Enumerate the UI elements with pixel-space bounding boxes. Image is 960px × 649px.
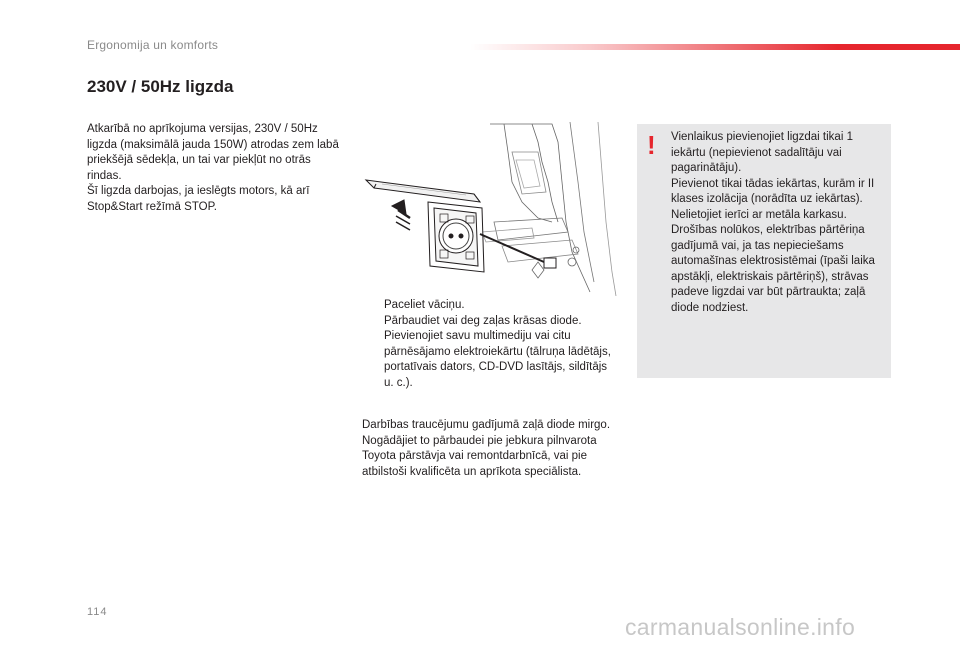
troubleshooting-paragraph: Darbības traucējumu gadījumā zaļā diode mirgo. xyxy=(362,419,611,431)
header-accent-line xyxy=(470,44,960,50)
intro-paragraph: Atkarībā no aprīkojuma versijas, 230V / 50Hz ligzda (maksimālā jauda 150W) atrodas zem labā priekšējā sēdekļa, un tai var piekļūt no otrās rindas. xyxy=(87,123,339,182)
page-title: 230V / 50Hz ligzda xyxy=(87,77,234,96)
warning-box xyxy=(637,124,891,378)
intro-paragraph: Šī ligzda darbojas, ja ieslēgts motors, kā arī Stop&Start režīmā STOP. xyxy=(87,185,310,213)
warning-paragraph: Nelietojiet ierīci ar metāla karkasu. xyxy=(671,208,847,221)
page-number: 114 xyxy=(87,606,108,618)
step-text: Paceliet vāciņu. xyxy=(384,299,465,311)
socket-frame xyxy=(428,202,484,272)
lift-arrow xyxy=(392,200,410,230)
troubleshooting-text xyxy=(362,418,622,480)
list-item xyxy=(364,329,614,391)
socket-illustration xyxy=(362,122,626,296)
seat-structure xyxy=(482,122,616,296)
intro-text xyxy=(87,122,347,215)
watermark: carmanualsonline.info xyxy=(625,614,856,640)
section-title: Ergonomija un komforts xyxy=(87,38,219,52)
step-text: Pārbaudiet vai deg zaļas krāsas diode. xyxy=(384,314,582,327)
steps-list xyxy=(364,298,614,391)
warning-paragraph: Vienlaikus pievienojiet ligzdai tikai 1 iekārtu (nepievienot sadalītāju vai pagarinātāju). xyxy=(671,131,853,174)
list-item xyxy=(364,314,614,330)
troubleshooting-paragraph: Nogādājiet to pārbaudei pie jebkura pilnvarota Toyota pārstāvja vai remontdarbnīcā, vai pie atbilstoši kvalificēta un aprīkota speciālista. xyxy=(362,434,597,478)
warning-paragraph: Drošības nolūkos, elektrības pārtēriņa gadījumā vai, ja tas nepieciešams automašīnas elektrosistēmai (īpaši laika apstākļi, elektriskais pārtēriņš), strāvas padeve ligzdai var būt pārtraukta; zaļā diode nodziest. xyxy=(671,224,875,314)
exclamation-icon: ! xyxy=(647,130,656,160)
list-item xyxy=(364,298,614,314)
warning-paragraph: Pievienot tikai tādas iekārtas, kurām ir II klases izolācija (norādīta uz iekārtas). xyxy=(671,177,875,205)
socket-cover xyxy=(366,180,480,202)
warning-text xyxy=(671,130,887,316)
step-text: Pievienojiet savu multimediju vai citu pārnēsājamo elektroiekārtu (tālruņa lādētājs, portatīvais dators, CD-DVD lasītājs, sildītājs u. c.). xyxy=(384,330,611,389)
